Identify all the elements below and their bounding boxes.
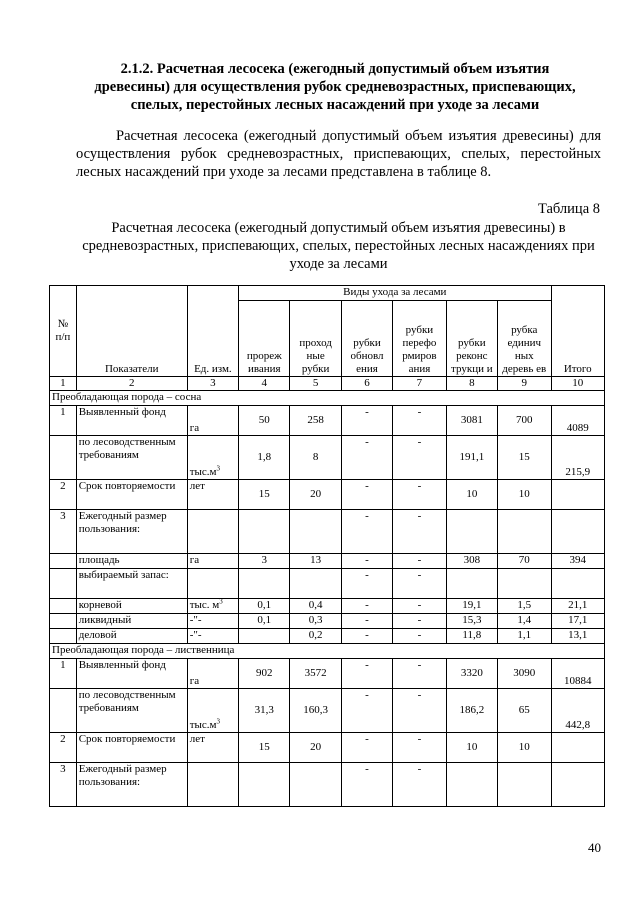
cell-value: 0,2	[290, 629, 341, 644]
header-thinning: прореж ивания	[239, 301, 290, 377]
cell-value: -	[393, 406, 446, 436]
cell-value: 15	[239, 480, 290, 510]
row-label: Выявленный фонд	[76, 406, 187, 436]
section-title-larch: Преобладающая порода – лиственница	[50, 644, 605, 659]
row-number: 2	[50, 733, 77, 763]
cell-value: 0,1	[239, 599, 290, 614]
header-num: № п/п	[50, 286, 77, 377]
cell-value: 0,1	[239, 614, 290, 629]
page-number: 40	[588, 840, 601, 855]
cell-value: 65	[498, 689, 551, 733]
cell-total: 21,1	[551, 599, 605, 614]
cell-value: 13	[290, 554, 341, 569]
table-row	[50, 510, 605, 554]
row-label: Выявленный фонд	[76, 659, 187, 689]
header-types-group: Виды ухода за лесами	[239, 286, 551, 301]
row-unit: $тыс.м^3$	[187, 689, 238, 733]
row-unit: лет	[187, 480, 238, 510]
cell-value: 20	[290, 480, 341, 510]
cell-value: -	[393, 629, 446, 644]
row-number: 1	[50, 406, 77, 436]
cell-total: 10884	[551, 659, 605, 689]
col-number: 1	[50, 377, 77, 391]
cell-total: 17,1	[551, 614, 605, 629]
cell-value: 70	[498, 554, 551, 569]
col-number: 7	[393, 377, 446, 391]
cell-value: -	[393, 480, 446, 510]
table-row	[50, 480, 605, 510]
col-number: 6	[341, 377, 392, 391]
table-caption: Расчетная лесосека (ежегодный допустимый объем изъятия древесины) в средневозрастных, приспевающих, спелых, перестойных лесных насаждениях при уходе за лесами	[82, 220, 595, 272]
col-number: 2	[76, 377, 187, 391]
cell-value: 15,3	[446, 614, 497, 629]
cell-value: 308	[446, 554, 497, 569]
cell-value: 3572	[290, 659, 341, 689]
cell-value: -	[341, 659, 392, 689]
cell-total: 215,9	[551, 436, 605, 480]
cell-total	[551, 480, 605, 510]
cell-value: 31,3	[239, 689, 290, 733]
table-row	[50, 614, 605, 629]
cell-value: -	[341, 406, 392, 436]
header-reconstruction-cutting: рубки реконс трукци и	[446, 301, 497, 377]
cell-value: 1,4	[498, 614, 551, 629]
table-row	[50, 733, 605, 763]
cell-value: 1,1	[498, 629, 551, 644]
cell-value: -	[341, 569, 392, 599]
column-number-row	[50, 377, 605, 391]
row-unit: -"-	[187, 629, 238, 644]
cell-value: 11,8	[446, 629, 497, 644]
cell-value: 191,1	[446, 436, 497, 480]
table-row	[50, 629, 605, 644]
row-unit: га	[187, 406, 238, 436]
cell-value: 10	[498, 733, 551, 763]
cell-value: 186,2	[446, 689, 497, 733]
row-label: деловой	[76, 629, 187, 644]
table-row	[50, 436, 605, 480]
cell-value: -	[341, 614, 392, 629]
cell-value: -	[393, 659, 446, 689]
cell-value: -	[393, 510, 446, 554]
cell-value: -	[393, 733, 446, 763]
table-row	[50, 599, 605, 614]
row-label: корневой	[76, 599, 187, 614]
cell-value: 10	[446, 733, 497, 763]
cell-value: 0,4	[290, 599, 341, 614]
cell-value: 10	[446, 480, 497, 510]
cell-value: 15	[498, 436, 551, 480]
row-label: выбираемый запас:	[76, 569, 187, 599]
cell-value	[239, 629, 290, 644]
row-label: площадь	[76, 554, 187, 569]
section-heading: 2.1.2. Расчетная лесосека (ежегодный допустимый объем изъятия древесины) для осуществления рубок средневозрастных, приспевающих, спелых, перестойных лесных насаждений при уходе за лесами	[94, 61, 576, 113]
cell-total	[551, 733, 605, 763]
row-unit: га	[187, 554, 238, 569]
cell-value: -	[341, 763, 392, 807]
allowable-cut-table	[49, 285, 605, 807]
row-label: ликвидный	[76, 614, 187, 629]
cell-value: -	[393, 569, 446, 599]
header-reformation-cutting: рубки перефо рмиров ания	[393, 301, 446, 377]
cell-value: 160,3	[290, 689, 341, 733]
cell-value: 15	[239, 733, 290, 763]
table-row	[50, 569, 605, 599]
cell-value: -	[341, 436, 392, 480]
cell-value: -	[393, 614, 446, 629]
row-label: Срок повторяемости	[76, 480, 187, 510]
cell-value: -	[341, 480, 392, 510]
header-indicators: Показатели	[76, 286, 187, 377]
row-number: 3	[50, 510, 77, 554]
cell-value: -	[341, 689, 392, 733]
row-label: Срок повторяемости	[76, 733, 187, 763]
col-number: 10	[551, 377, 605, 391]
table-row	[50, 659, 605, 689]
table-row	[50, 554, 605, 569]
row-label: Ежегодный размер пользования:	[76, 763, 187, 807]
row-unit: га	[187, 659, 238, 689]
cell-value: 3081	[446, 406, 497, 436]
intro-paragraph: Расчетная лесосека (ежегодный допустимый объем изъятия древесины) для осуществления рубок средневозрастных, приспевающих, спелых, перестойных лесных насаждений при уходе за лесами представлена в таблице 8.	[76, 128, 601, 180]
row-label: Ежегодный размер пользования:	[76, 510, 187, 554]
cell-value: 10	[498, 480, 551, 510]
col-number: 8	[446, 377, 497, 391]
cell-value: 1,5	[498, 599, 551, 614]
row-number: 3	[50, 763, 77, 807]
cell-value: 258	[290, 406, 341, 436]
cell-value: 20	[290, 733, 341, 763]
header-renewal-cutting: рубки обновл ения	[341, 301, 392, 377]
row-unit: лет	[187, 733, 238, 763]
cell-value: -	[341, 510, 392, 554]
header-total: Итого	[551, 286, 605, 377]
cell-value: -	[341, 629, 392, 644]
section-row	[50, 644, 605, 659]
row-unit: -"-	[187, 614, 238, 629]
row-number: 1	[50, 659, 77, 689]
table-row	[50, 763, 605, 807]
cell-value: -	[393, 689, 446, 733]
cell-value: -	[393, 763, 446, 807]
row-unit: $тыс.м^3$	[187, 436, 238, 480]
cell-value: 3090	[498, 659, 551, 689]
section-title-pine: Преобладающая порода – сосна	[50, 391, 605, 406]
cell-value: 8	[290, 436, 341, 480]
cell-value: 700	[498, 406, 551, 436]
cell-total: 394	[551, 554, 605, 569]
cell-value: -	[393, 436, 446, 480]
cell-value: 0,3	[290, 614, 341, 629]
cell-value: 3320	[446, 659, 497, 689]
cell-total: 4089	[551, 406, 605, 436]
row-unit: тыс. $м^3$	[187, 599, 238, 614]
section-row	[50, 391, 605, 406]
row-label: по лесоводственным требованиям	[76, 689, 187, 733]
header-passage-cutting: проход ные рубки	[290, 301, 341, 377]
table-number: Таблица 8	[537, 201, 600, 217]
col-number: 5	[290, 377, 341, 391]
header-single-tree-cutting: рубка единич ных деревь ев	[498, 301, 551, 377]
table-row	[50, 689, 605, 733]
cell-value: -	[341, 554, 392, 569]
table-row	[50, 406, 605, 436]
cell-value: 50	[239, 406, 290, 436]
cell-value: -	[341, 733, 392, 763]
cell-value: 3	[239, 554, 290, 569]
row-label: по лесоводственным требованиям	[76, 436, 187, 480]
cell-value: -	[393, 554, 446, 569]
row-number: 2	[50, 480, 77, 510]
col-number: 9	[498, 377, 551, 391]
cell-value: 1,8	[239, 436, 290, 480]
cell-total: 13,1	[551, 629, 605, 644]
cell-value: -	[341, 599, 392, 614]
cell-total: 442,8	[551, 689, 605, 733]
header-unit: Ед. изм.	[187, 286, 238, 377]
col-number: 4	[239, 377, 290, 391]
cell-value: 902	[239, 659, 290, 689]
cell-value: -	[393, 599, 446, 614]
cell-value: 19,1	[446, 599, 497, 614]
col-number: 3	[187, 377, 238, 391]
